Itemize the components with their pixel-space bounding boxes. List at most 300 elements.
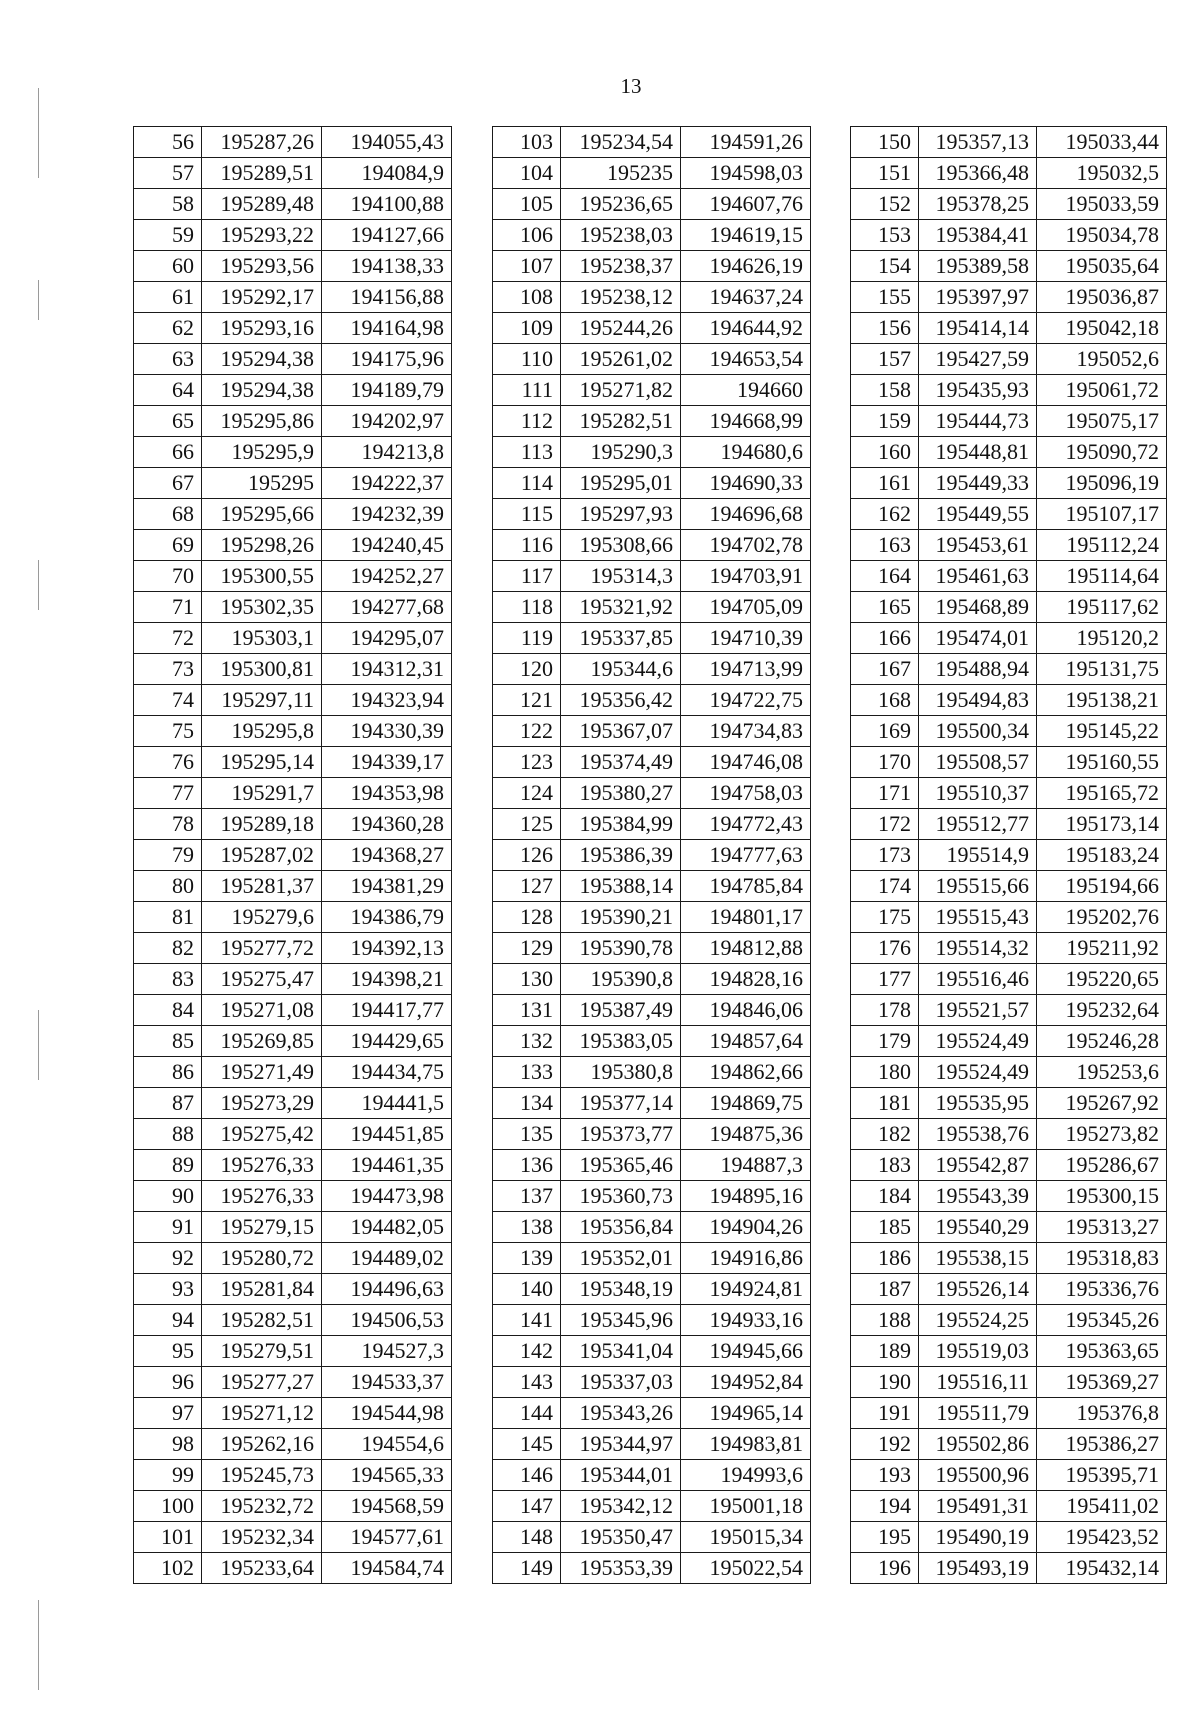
y-coordinate-cell: 195253,6 bbox=[1037, 1057, 1167, 1088]
point-number-cell: 93 bbox=[134, 1274, 202, 1305]
point-number-cell: 143 bbox=[493, 1367, 561, 1398]
x-coordinate-cell: 195308,66 bbox=[561, 530, 681, 561]
y-coordinate-cell: 194945,66 bbox=[681, 1336, 811, 1367]
y-coordinate-cell: 194702,78 bbox=[681, 530, 811, 561]
x-coordinate-cell: 195271,49 bbox=[202, 1057, 322, 1088]
x-coordinate-cell: 195538,76 bbox=[919, 1119, 1037, 1150]
table-row bbox=[493, 282, 811, 313]
point-number-cell: 72 bbox=[134, 623, 202, 654]
table-row bbox=[851, 530, 1167, 561]
point-number-cell: 171 bbox=[851, 778, 919, 809]
x-coordinate-cell: 195500,96 bbox=[919, 1460, 1037, 1491]
point-number-cell: 111 bbox=[493, 375, 561, 406]
y-coordinate-cell: 194084,9 bbox=[322, 158, 452, 189]
scan-edge-mark bbox=[38, 560, 39, 610]
y-coordinate-cell: 195336,76 bbox=[1037, 1274, 1167, 1305]
table-row bbox=[493, 251, 811, 282]
x-coordinate-cell: 195526,14 bbox=[919, 1274, 1037, 1305]
point-number-cell: 186 bbox=[851, 1243, 919, 1274]
point-number-cell: 109 bbox=[493, 313, 561, 344]
point-number-cell: 162 bbox=[851, 499, 919, 530]
x-coordinate-cell: 195282,51 bbox=[561, 406, 681, 437]
point-number-cell: 129 bbox=[493, 933, 561, 964]
table-row bbox=[134, 251, 452, 282]
point-number-cell: 91 bbox=[134, 1212, 202, 1243]
table-row bbox=[493, 1367, 811, 1398]
point-number-cell: 100 bbox=[134, 1491, 202, 1522]
table-row bbox=[134, 344, 452, 375]
y-coordinate-cell: 195001,18 bbox=[681, 1491, 811, 1522]
y-coordinate-cell: 194055,43 bbox=[322, 127, 452, 158]
x-coordinate-cell: 195373,77 bbox=[561, 1119, 681, 1150]
table-row bbox=[851, 840, 1167, 871]
point-number-cell: 137 bbox=[493, 1181, 561, 1212]
x-coordinate-cell: 195512,77 bbox=[919, 809, 1037, 840]
point-number-cell: 142 bbox=[493, 1336, 561, 1367]
point-number-cell: 123 bbox=[493, 747, 561, 778]
x-coordinate-cell: 195295,86 bbox=[202, 406, 322, 437]
y-coordinate-cell: 194777,63 bbox=[681, 840, 811, 871]
x-coordinate-cell: 195294,38 bbox=[202, 344, 322, 375]
point-number-cell: 175 bbox=[851, 902, 919, 933]
table-row bbox=[493, 1522, 811, 1553]
x-coordinate-cell: 195353,39 bbox=[561, 1553, 681, 1584]
point-number-cell: 147 bbox=[493, 1491, 561, 1522]
y-coordinate-cell: 195300,15 bbox=[1037, 1181, 1167, 1212]
y-coordinate-cell: 194506,53 bbox=[322, 1305, 452, 1336]
y-coordinate-cell: 194705,09 bbox=[681, 592, 811, 623]
point-number-cell: 114 bbox=[493, 468, 561, 499]
y-coordinate-cell: 194690,33 bbox=[681, 468, 811, 499]
x-coordinate-cell: 195295,8 bbox=[202, 716, 322, 747]
x-coordinate-cell: 195281,37 bbox=[202, 871, 322, 902]
x-coordinate-cell: 195279,51 bbox=[202, 1336, 322, 1367]
table-row bbox=[493, 1398, 811, 1429]
y-coordinate-cell: 194680,6 bbox=[681, 437, 811, 468]
table-row bbox=[851, 778, 1167, 809]
y-coordinate-cell: 195090,72 bbox=[1037, 437, 1167, 468]
table-row bbox=[851, 220, 1167, 251]
point-number-cell: 184 bbox=[851, 1181, 919, 1212]
point-number-cell: 168 bbox=[851, 685, 919, 716]
table-row bbox=[493, 685, 811, 716]
x-coordinate-cell: 195298,26 bbox=[202, 530, 322, 561]
table-row bbox=[851, 251, 1167, 282]
point-number-cell: 110 bbox=[493, 344, 561, 375]
x-coordinate-cell: 195360,73 bbox=[561, 1181, 681, 1212]
x-coordinate-cell: 195300,55 bbox=[202, 561, 322, 592]
y-coordinate-cell: 194386,79 bbox=[322, 902, 452, 933]
point-number-cell: 56 bbox=[134, 127, 202, 158]
point-number-cell: 79 bbox=[134, 840, 202, 871]
table-row bbox=[493, 220, 811, 251]
point-number-cell: 128 bbox=[493, 902, 561, 933]
table-row bbox=[851, 592, 1167, 623]
table-row bbox=[134, 282, 452, 313]
x-coordinate-cell: 195521,57 bbox=[919, 995, 1037, 1026]
point-number-cell: 105 bbox=[493, 189, 561, 220]
x-coordinate-cell: 195366,48 bbox=[919, 158, 1037, 189]
y-coordinate-cell: 194924,81 bbox=[681, 1274, 811, 1305]
table-row bbox=[493, 406, 811, 437]
point-number-cell: 102 bbox=[134, 1553, 202, 1584]
x-coordinate-cell: 195342,12 bbox=[561, 1491, 681, 1522]
table-row bbox=[134, 1491, 452, 1522]
table-row bbox=[851, 1057, 1167, 1088]
table-row bbox=[493, 654, 811, 685]
y-coordinate-cell: 194339,17 bbox=[322, 747, 452, 778]
table-row bbox=[851, 809, 1167, 840]
x-coordinate-cell: 195271,82 bbox=[561, 375, 681, 406]
table-row bbox=[134, 1305, 452, 1336]
y-coordinate-cell: 195096,19 bbox=[1037, 468, 1167, 499]
point-number-cell: 116 bbox=[493, 530, 561, 561]
table-row bbox=[851, 623, 1167, 654]
table-row bbox=[851, 1491, 1167, 1522]
x-coordinate-cell: 195295,9 bbox=[202, 437, 322, 468]
table-row bbox=[493, 1243, 811, 1274]
table-row bbox=[134, 1088, 452, 1119]
y-coordinate-cell: 194451,85 bbox=[322, 1119, 452, 1150]
x-coordinate-cell: 195516,11 bbox=[919, 1367, 1037, 1398]
point-number-cell: 180 bbox=[851, 1057, 919, 1088]
x-coordinate-cell: 195261,02 bbox=[561, 344, 681, 375]
x-coordinate-cell: 195271,12 bbox=[202, 1398, 322, 1429]
table-row bbox=[134, 592, 452, 623]
y-coordinate-cell: 194252,27 bbox=[322, 561, 452, 592]
table-row bbox=[851, 1150, 1167, 1181]
x-coordinate-cell: 195337,85 bbox=[561, 623, 681, 654]
x-coordinate-cell: 195493,19 bbox=[919, 1553, 1037, 1584]
table-row bbox=[851, 933, 1167, 964]
table-row bbox=[134, 189, 452, 220]
point-number-cell: 86 bbox=[134, 1057, 202, 1088]
point-number-cell: 60 bbox=[134, 251, 202, 282]
x-coordinate-cell: 195289,18 bbox=[202, 809, 322, 840]
x-coordinate-cell: 195344,97 bbox=[561, 1429, 681, 1460]
point-number-cell: 73 bbox=[134, 654, 202, 685]
point-number-cell: 112 bbox=[493, 406, 561, 437]
point-number-cell: 163 bbox=[851, 530, 919, 561]
y-coordinate-cell: 194417,77 bbox=[322, 995, 452, 1026]
x-coordinate-cell: 195292,17 bbox=[202, 282, 322, 313]
table-row bbox=[134, 158, 452, 189]
y-coordinate-cell: 195369,27 bbox=[1037, 1367, 1167, 1398]
y-coordinate-cell: 194637,24 bbox=[681, 282, 811, 313]
y-coordinate-cell: 195318,83 bbox=[1037, 1243, 1167, 1274]
point-number-cell: 78 bbox=[134, 809, 202, 840]
x-coordinate-cell: 195380,8 bbox=[561, 1057, 681, 1088]
point-number-cell: 106 bbox=[493, 220, 561, 251]
point-number-cell: 59 bbox=[134, 220, 202, 251]
x-coordinate-cell: 195524,49 bbox=[919, 1026, 1037, 1057]
point-number-cell: 125 bbox=[493, 809, 561, 840]
x-coordinate-cell: 195365,46 bbox=[561, 1150, 681, 1181]
point-number-cell: 120 bbox=[493, 654, 561, 685]
table-row bbox=[493, 127, 811, 158]
x-coordinate-cell: 195282,51 bbox=[202, 1305, 322, 1336]
x-coordinate-cell: 195500,34 bbox=[919, 716, 1037, 747]
table-row bbox=[134, 840, 452, 871]
y-coordinate-cell: 194381,29 bbox=[322, 871, 452, 902]
point-number-cell: 130 bbox=[493, 964, 561, 995]
table-row bbox=[851, 344, 1167, 375]
x-coordinate-cell: 195356,42 bbox=[561, 685, 681, 716]
table-row bbox=[134, 964, 452, 995]
x-coordinate-cell: 195387,49 bbox=[561, 995, 681, 1026]
point-number-cell: 192 bbox=[851, 1429, 919, 1460]
y-coordinate-cell: 194429,65 bbox=[322, 1026, 452, 1057]
x-coordinate-cell: 195291,7 bbox=[202, 778, 322, 809]
table-row bbox=[851, 747, 1167, 778]
y-coordinate-cell: 195220,65 bbox=[1037, 964, 1167, 995]
table-row bbox=[134, 1150, 452, 1181]
x-coordinate-cell: 195273,29 bbox=[202, 1088, 322, 1119]
table-row bbox=[493, 1305, 811, 1336]
x-coordinate-cell: 195287,02 bbox=[202, 840, 322, 871]
y-coordinate-cell: 194568,59 bbox=[322, 1491, 452, 1522]
point-number-cell: 166 bbox=[851, 623, 919, 654]
y-coordinate-cell: 195173,14 bbox=[1037, 809, 1167, 840]
y-coordinate-cell: 194577,61 bbox=[322, 1522, 452, 1553]
table-row bbox=[851, 1305, 1167, 1336]
coordinate-table-1 bbox=[133, 126, 452, 1584]
y-coordinate-cell: 194232,39 bbox=[322, 499, 452, 530]
x-coordinate-cell: 195293,16 bbox=[202, 313, 322, 344]
coordinate-table-body bbox=[134, 127, 452, 1584]
table-row bbox=[851, 654, 1167, 685]
table-row bbox=[134, 375, 452, 406]
y-coordinate-cell: 194189,79 bbox=[322, 375, 452, 406]
point-number-cell: 75 bbox=[134, 716, 202, 747]
x-coordinate-cell: 195289,48 bbox=[202, 189, 322, 220]
table-row bbox=[851, 1336, 1167, 1367]
point-number-cell: 134 bbox=[493, 1088, 561, 1119]
y-coordinate-cell: 195032,5 bbox=[1037, 158, 1167, 189]
point-number-cell: 133 bbox=[493, 1057, 561, 1088]
x-coordinate-cell: 195293,22 bbox=[202, 220, 322, 251]
point-number-cell: 182 bbox=[851, 1119, 919, 1150]
x-coordinate-cell: 195233,64 bbox=[202, 1553, 322, 1584]
table-row bbox=[851, 1243, 1167, 1274]
x-coordinate-cell: 195514,9 bbox=[919, 840, 1037, 871]
scan-edge-mark bbox=[38, 280, 39, 320]
x-coordinate-cell: 195295,14 bbox=[202, 747, 322, 778]
y-coordinate-cell: 195033,59 bbox=[1037, 189, 1167, 220]
point-number-cell: 149 bbox=[493, 1553, 561, 1584]
x-coordinate-cell: 195461,63 bbox=[919, 561, 1037, 592]
point-number-cell: 61 bbox=[134, 282, 202, 313]
y-coordinate-cell: 194746,08 bbox=[681, 747, 811, 778]
table-row bbox=[851, 282, 1167, 313]
point-number-cell: 64 bbox=[134, 375, 202, 406]
x-coordinate-cell: 195444,73 bbox=[919, 406, 1037, 437]
y-coordinate-cell: 195075,17 bbox=[1037, 406, 1167, 437]
table-row bbox=[493, 716, 811, 747]
table-row bbox=[851, 437, 1167, 468]
point-number-cell: 144 bbox=[493, 1398, 561, 1429]
x-coordinate-cell: 195297,11 bbox=[202, 685, 322, 716]
x-coordinate-cell: 195297,93 bbox=[561, 499, 681, 530]
y-coordinate-cell: 194295,07 bbox=[322, 623, 452, 654]
y-coordinate-cell: 194544,98 bbox=[322, 1398, 452, 1429]
point-number-cell: 193 bbox=[851, 1460, 919, 1491]
point-number-cell: 82 bbox=[134, 933, 202, 964]
x-coordinate-cell: 195383,05 bbox=[561, 1026, 681, 1057]
x-coordinate-cell: 195491,31 bbox=[919, 1491, 1037, 1522]
point-number-cell: 151 bbox=[851, 158, 919, 189]
point-number-cell: 98 bbox=[134, 1429, 202, 1460]
table-row bbox=[493, 499, 811, 530]
point-number-cell: 99 bbox=[134, 1460, 202, 1491]
x-coordinate-cell: 195388,14 bbox=[561, 871, 681, 902]
table-row bbox=[134, 1336, 452, 1367]
x-coordinate-cell: 195386,39 bbox=[561, 840, 681, 871]
y-coordinate-cell: 195022,54 bbox=[681, 1553, 811, 1584]
point-number-cell: 63 bbox=[134, 344, 202, 375]
x-coordinate-cell: 195352,01 bbox=[561, 1243, 681, 1274]
x-coordinate-cell: 195276,33 bbox=[202, 1181, 322, 1212]
y-coordinate-cell: 194330,39 bbox=[322, 716, 452, 747]
y-coordinate-cell: 194353,98 bbox=[322, 778, 452, 809]
table-row bbox=[851, 716, 1167, 747]
y-coordinate-cell: 194952,84 bbox=[681, 1367, 811, 1398]
point-number-cell: 173 bbox=[851, 840, 919, 871]
y-coordinate-cell: 195033,44 bbox=[1037, 127, 1167, 158]
x-coordinate-cell: 195515,66 bbox=[919, 871, 1037, 902]
table-row bbox=[851, 499, 1167, 530]
table-row bbox=[493, 964, 811, 995]
x-coordinate-cell: 195280,72 bbox=[202, 1243, 322, 1274]
x-coordinate-cell: 195356,84 bbox=[561, 1212, 681, 1243]
coordinate-table-3 bbox=[850, 126, 1167, 1584]
table-row bbox=[134, 1460, 452, 1491]
y-coordinate-cell: 195160,55 bbox=[1037, 747, 1167, 778]
y-coordinate-cell: 194240,45 bbox=[322, 530, 452, 561]
point-number-cell: 67 bbox=[134, 468, 202, 499]
y-coordinate-cell: 195267,92 bbox=[1037, 1088, 1167, 1119]
table-row bbox=[134, 716, 452, 747]
y-coordinate-cell: 194360,28 bbox=[322, 809, 452, 840]
table-row bbox=[134, 127, 452, 158]
point-number-cell: 62 bbox=[134, 313, 202, 344]
table-row bbox=[493, 158, 811, 189]
x-coordinate-cell: 195508,57 bbox=[919, 747, 1037, 778]
table-row bbox=[493, 933, 811, 964]
x-coordinate-cell: 195511,79 bbox=[919, 1398, 1037, 1429]
y-coordinate-cell: 195363,65 bbox=[1037, 1336, 1167, 1367]
table-row bbox=[851, 1522, 1167, 1553]
x-coordinate-cell: 195535,95 bbox=[919, 1088, 1037, 1119]
point-number-cell: 157 bbox=[851, 344, 919, 375]
y-coordinate-cell: 194434,75 bbox=[322, 1057, 452, 1088]
y-coordinate-cell: 195232,64 bbox=[1037, 995, 1167, 1026]
point-number-cell: 187 bbox=[851, 1274, 919, 1305]
y-coordinate-cell: 194710,39 bbox=[681, 623, 811, 654]
point-number-cell: 139 bbox=[493, 1243, 561, 1274]
y-coordinate-cell: 194785,84 bbox=[681, 871, 811, 902]
y-coordinate-cell: 195423,52 bbox=[1037, 1522, 1167, 1553]
table-row bbox=[493, 189, 811, 220]
table-row bbox=[134, 1181, 452, 1212]
table-row bbox=[851, 1026, 1167, 1057]
y-coordinate-cell: 194368,27 bbox=[322, 840, 452, 871]
table-row bbox=[851, 1212, 1167, 1243]
x-coordinate-cell: 195494,83 bbox=[919, 685, 1037, 716]
y-coordinate-cell: 195035,64 bbox=[1037, 251, 1167, 282]
x-coordinate-cell: 195449,55 bbox=[919, 499, 1037, 530]
y-coordinate-cell: 195036,87 bbox=[1037, 282, 1167, 313]
point-number-cell: 158 bbox=[851, 375, 919, 406]
x-coordinate-cell: 195524,49 bbox=[919, 1057, 1037, 1088]
x-coordinate-cell: 195238,03 bbox=[561, 220, 681, 251]
y-coordinate-cell: 194127,66 bbox=[322, 220, 452, 251]
x-coordinate-cell: 195287,26 bbox=[202, 127, 322, 158]
y-coordinate-cell: 195345,26 bbox=[1037, 1305, 1167, 1336]
y-coordinate-cell: 194598,03 bbox=[681, 158, 811, 189]
y-coordinate-cell: 194398,21 bbox=[322, 964, 452, 995]
scan-edge-mark bbox=[38, 1010, 39, 1080]
x-coordinate-cell: 195414,14 bbox=[919, 313, 1037, 344]
x-coordinate-cell: 195516,46 bbox=[919, 964, 1037, 995]
x-coordinate-cell: 195377,14 bbox=[561, 1088, 681, 1119]
point-number-cell: 165 bbox=[851, 592, 919, 623]
point-number-cell: 181 bbox=[851, 1088, 919, 1119]
y-coordinate-cell: 195052,6 bbox=[1037, 344, 1167, 375]
x-coordinate-cell: 195502,86 bbox=[919, 1429, 1037, 1460]
y-coordinate-cell: 195138,21 bbox=[1037, 685, 1167, 716]
point-number-cell: 117 bbox=[493, 561, 561, 592]
y-coordinate-cell: 194965,14 bbox=[681, 1398, 811, 1429]
y-coordinate-cell: 194441,5 bbox=[322, 1088, 452, 1119]
point-number-cell: 156 bbox=[851, 313, 919, 344]
x-coordinate-cell: 195277,72 bbox=[202, 933, 322, 964]
table-row bbox=[134, 871, 452, 902]
table-row bbox=[493, 1057, 811, 1088]
x-coordinate-cell: 195519,03 bbox=[919, 1336, 1037, 1367]
table-row bbox=[134, 1522, 452, 1553]
point-number-cell: 146 bbox=[493, 1460, 561, 1491]
x-coordinate-cell: 195538,15 bbox=[919, 1243, 1037, 1274]
table-row bbox=[134, 437, 452, 468]
point-number-cell: 170 bbox=[851, 747, 919, 778]
y-coordinate-cell: 194100,88 bbox=[322, 189, 452, 220]
point-number-cell: 80 bbox=[134, 871, 202, 902]
point-number-cell: 101 bbox=[134, 1522, 202, 1553]
x-coordinate-cell: 195234,54 bbox=[561, 127, 681, 158]
x-coordinate-cell: 195435,93 bbox=[919, 375, 1037, 406]
point-number-cell: 118 bbox=[493, 592, 561, 623]
y-coordinate-cell: 195395,71 bbox=[1037, 1460, 1167, 1491]
y-coordinate-cell: 194584,74 bbox=[322, 1553, 452, 1584]
x-coordinate-cell: 195490,19 bbox=[919, 1522, 1037, 1553]
x-coordinate-cell: 195390,21 bbox=[561, 902, 681, 933]
point-number-cell: 107 bbox=[493, 251, 561, 282]
table-row bbox=[134, 499, 452, 530]
point-number-cell: 167 bbox=[851, 654, 919, 685]
x-coordinate-cell: 195384,99 bbox=[561, 809, 681, 840]
x-coordinate-cell: 195390,78 bbox=[561, 933, 681, 964]
table-row bbox=[134, 1119, 452, 1150]
point-number-cell: 155 bbox=[851, 282, 919, 313]
x-coordinate-cell: 195343,26 bbox=[561, 1398, 681, 1429]
point-number-cell: 94 bbox=[134, 1305, 202, 1336]
table-row bbox=[493, 561, 811, 592]
point-number-cell: 160 bbox=[851, 437, 919, 468]
table-row bbox=[851, 902, 1167, 933]
x-coordinate-cell: 195474,01 bbox=[919, 623, 1037, 654]
point-number-cell: 183 bbox=[851, 1150, 919, 1181]
